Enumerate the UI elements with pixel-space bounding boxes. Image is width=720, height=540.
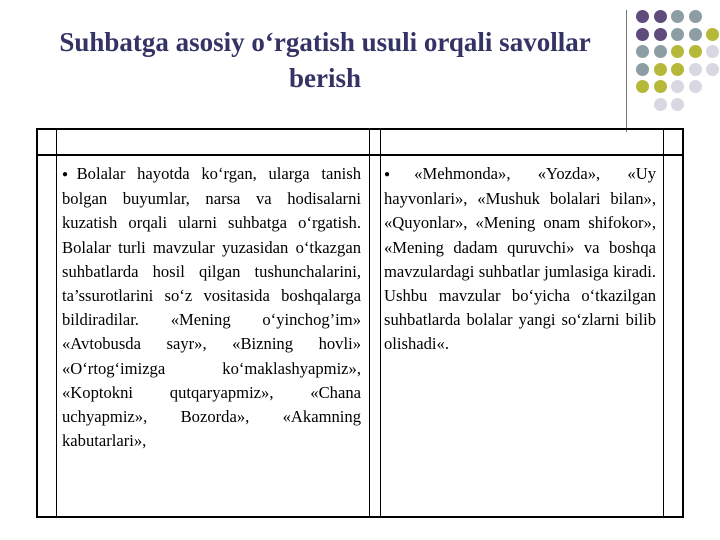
decorative-dot xyxy=(671,98,684,111)
decorative-dot xyxy=(636,10,649,23)
decorative-dot xyxy=(671,10,684,23)
decorative-dot xyxy=(671,63,684,76)
table-header-rule xyxy=(38,154,682,156)
table-middle-rule-2 xyxy=(380,130,381,516)
left-column-cell xyxy=(62,162,361,453)
decorative-dot xyxy=(654,28,667,41)
decorative-dot xyxy=(636,45,649,58)
right-column-text: «Mehmonda», «Yozda», «Uy hayvonlari», «Mushuk bolalari bilan», «Quyonlar», «Mening onam shifokor», «Mening dadam quruvchi» va boshqa mavzulardagi suhbatlar jumlasiga kiradi. Ushbu mavzular bo‘yicha o‘tkazilgan suhbatlarda bolalar yangi so‘zlarni bilib olishadi«. xyxy=(384,164,656,354)
table-left-edge-rule xyxy=(56,130,57,516)
decorative-dot xyxy=(671,45,684,58)
decorative-dot-grid xyxy=(636,10,720,120)
right-column-cell xyxy=(384,162,656,357)
slide-title: Suhbatga asosiy o‘rgatish usuli orqali savollar berish xyxy=(59,27,591,93)
decorative-dot xyxy=(706,45,719,58)
content-table xyxy=(36,128,684,518)
decorative-dot xyxy=(654,98,667,111)
decorative-dot xyxy=(654,63,667,76)
decorative-dot xyxy=(689,28,702,41)
decorative-dot xyxy=(689,10,702,23)
title-divider-line xyxy=(626,10,627,132)
bullet-icon: ● xyxy=(384,169,414,180)
decorative-dot xyxy=(654,80,667,93)
decorative-dot xyxy=(689,80,702,93)
table-right-edge-rule xyxy=(663,130,664,516)
decorative-dot xyxy=(636,80,649,93)
decorative-dot xyxy=(671,28,684,41)
decorative-dot xyxy=(654,10,667,23)
decorative-dot xyxy=(654,45,667,58)
table-middle-rule xyxy=(369,130,370,516)
decorative-dot xyxy=(636,63,649,76)
decorative-dot xyxy=(706,28,719,41)
bullet-icon: ● xyxy=(62,169,76,180)
decorative-dot xyxy=(636,28,649,41)
left-column-text: Bolalar hayotda ko‘rgan, ularga tanish bolgan buyumlar, narsa va hodisalarni kuzatish orqali ularni suhbatga o‘rgatish. Bolalar turli mavzular yuzasidan o‘tkazgan suhbatlarda hosil qilgan tushunchalarini, ta’ssurotlarini so‘z vositasida boshqalarga bildiradilar. «Mening o‘yinchog’im» «Avtobusda sayr», «Bizning hovli» «O‘rtog‘imizga ko‘maklashyapmiz», «Koptokni qutqaryapmiz», «Chana uchyapmiz», Bozorda», «Akamning kabutarlari», xyxy=(62,164,361,451)
decorative-dot xyxy=(689,45,702,58)
decorative-dot xyxy=(689,63,702,76)
decorative-dot xyxy=(671,80,684,93)
decorative-dot xyxy=(706,63,719,76)
